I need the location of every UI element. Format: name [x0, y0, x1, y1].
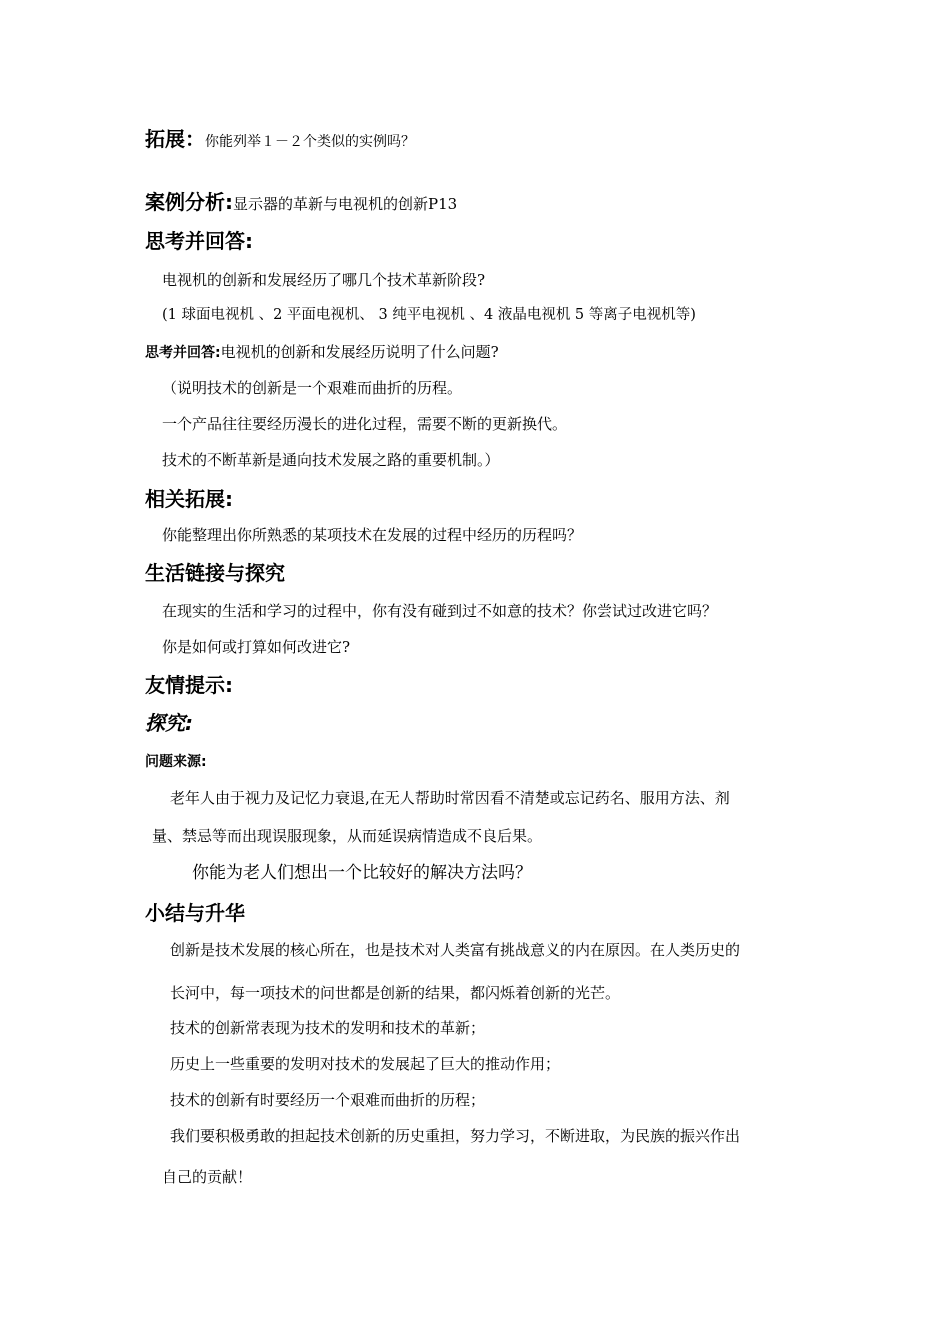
related-heading: 相关拓展: [145, 487, 233, 511]
think-answer-2-line-2: 一个产品往往要经历漫长的进化过程，需要不断的更新换代。 [162, 415, 568, 433]
related-text: 你能整理出你所熟悉的某项技术在发展的过程中经历的历程吗？ [162, 526, 583, 544]
summary-line-7: 自己的贡献！ [162, 1168, 253, 1186]
problem-question: 你能为老人们想出一个比较好的解决方法吗？ [192, 863, 532, 883]
case-analysis-text: 显示器的革新与电视机的创新P13 [233, 195, 458, 213]
think-question-2: 电视机的创新和发展经历说明了什么问题? [220, 343, 499, 361]
summary-line-6: 我们要积极勇敢的担起技术创新的历史重担，努力学习，不断进取，为民族的振兴作出 [170, 1127, 741, 1145]
expand-line [145, 126, 415, 152]
summary-line-3: 技术的创新常表现为技术的发明和技术的革新； [170, 1019, 486, 1037]
think-heading-2: 思考并回答: [145, 345, 221, 361]
summary-line-4: 历史上一些重要的发明对技术的发展起了巨大的推动作用； [170, 1055, 561, 1073]
problem-line-2: 量、禁忌等而出现误服现象，从而延误病情造成不良后果。 [152, 827, 543, 845]
think-answer-2-line-1: （说明技术的创新是一个艰难而曲折的历程。 [162, 379, 463, 397]
tips-heading: 友情提示: [145, 673, 233, 697]
think-answer-2-line-3: 技术的不断革新是通向技术发展之路的重要机制。） [162, 451, 500, 469]
think-answer-1: (1 球面电视机 、2 平面电视机、 3 纯平电视机 、4 液晶电视机 5 等离子电视机等) [162, 307, 696, 323]
life-line-1: 在现实的生活和学习的过程中，你有没有碰到过不如意的技术？你尝试过改进它吗？ [162, 602, 718, 620]
summary-line-1: 创新是技术发展的核心所在，也是技术对人类富有挑战意义的内在原因。在人类历史的 [170, 941, 741, 959]
summary-line-2: 长河中，每一项技术的问世都是创新的结果，都闪烁着创新的光芒。 [170, 984, 621, 1002]
summary-heading: 小结与升华 [145, 901, 245, 925]
explore-heading: 探究: [145, 711, 193, 735]
think-heading-1: 思考并回答: [145, 229, 253, 253]
problem-source-heading: 问题来源: [145, 754, 207, 770]
case-analysis-heading: 案例分析: [145, 190, 233, 214]
case-analysis-line [145, 189, 457, 215]
expand-heading: 拓展： [145, 127, 205, 151]
think-line-2 [145, 342, 499, 363]
expand-text: 你能列举１－２个类似的实例吗？ [205, 134, 415, 150]
life-heading: 生活链接与探究 [145, 561, 285, 585]
think-question-1: 电视机的创新和发展经历了哪几个技术革新阶段? [162, 271, 486, 289]
problem-line-1: 老年人由于视力及记忆力衰退,在无人帮助时常因看不清楚或忘记药名、服用方法、剂 [170, 789, 730, 807]
life-line-2: 你是如何或打算如何改进它? [162, 638, 351, 656]
summary-line-5: 技术的创新有时要经历一个艰难而曲折的历程； [170, 1091, 486, 1109]
